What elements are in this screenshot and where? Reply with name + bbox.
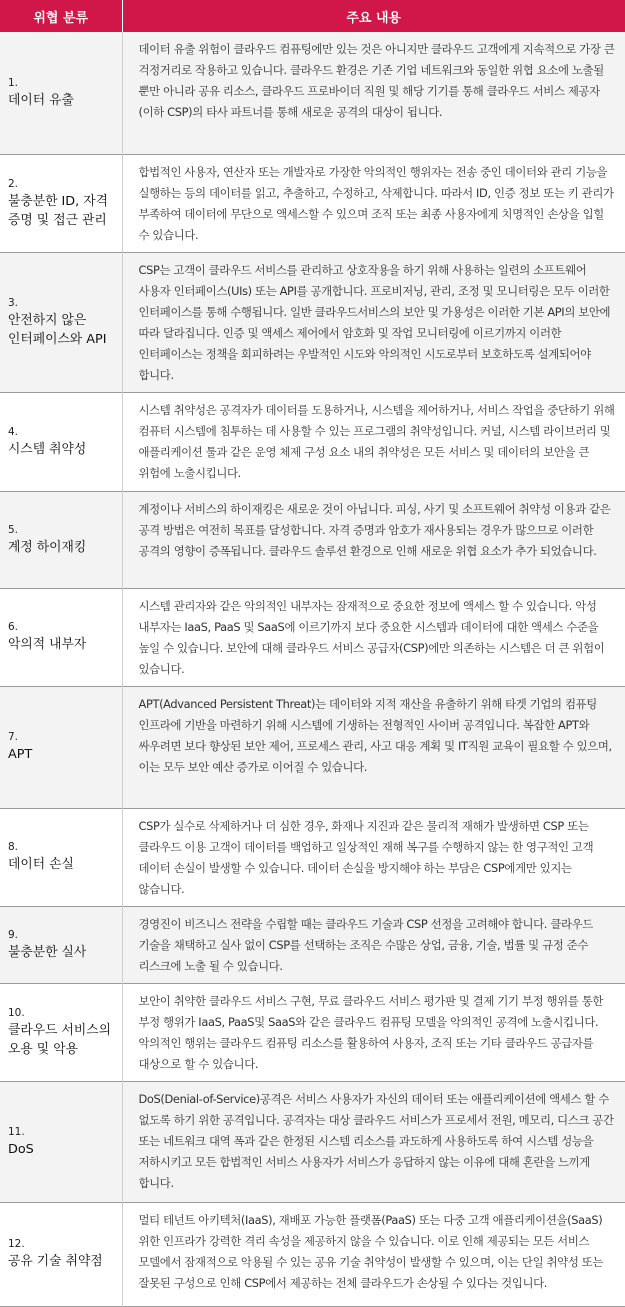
table-row — [0, 392, 625, 491]
row-number: 8. — [8, 841, 19, 853]
table-row — [0, 491, 625, 588]
content-cell: 멀티 테넌트 아키텍처(IaaS), 재배포 가능한 플랫폼(PaaS) 또는 다중 고객 애플리케이션을(SaaS) 위한 인프라가 강력한 격리 속성을 제공하지 않을 수 있습니다. 이로 인해 제공되는 모든 서비스 모델에서 잠재적으로 악용될 수 있는 공유 기술 취약성이 발생할 수 있으며, 이는 단일 취약성 또는 잘못된 구성으로 인해 CSP에서 제공하는 전체 클라우드가 손상될 수 있다는 것입니다. — [138, 1212, 604, 1290]
header-category: 위협 분류 — [0, 0, 122, 32]
row-number: 12. — [8, 1238, 25, 1250]
category-name: 불충분한 실사 — [8, 944, 87, 960]
table-row — [0, 154, 625, 252]
category-name: 데이터 유출 — [8, 92, 74, 108]
table-row — [0, 32, 625, 154]
category-cell — [0, 983, 122, 1081]
table-row — [0, 686, 625, 808]
content-cell: APT(Advanced Persistent Threat)는 데이터와 지적 재산을 유출하기 위해 타겟 기업의 컴퓨팅 인프라에 기반을 마련하기 위해 시스템에 기생하는 전형적인 사이버 공격입니다. 복잡한 APT와 싸우려면 보다 향상된 보안 제어, 프로세스 관리, 사고 대응 계획 및 IT직원 교육이 필요할 수 있으며, 이는 모두 보안 예산 증가로 이어질 수 있습니다. — [138, 696, 612, 774]
row-number: 1. — [8, 76, 19, 89]
category-cell — [0, 32, 122, 154]
category-cell — [0, 588, 122, 686]
category-cell — [0, 252, 122, 392]
category-name: 데이터 손실 — [8, 857, 74, 872]
table-row — [0, 588, 625, 686]
row-number: 4. — [8, 425, 19, 438]
table-row — [0, 1202, 625, 1306]
content-cell: 시스템 취약성은 공격자가 데이터를 도용하거나, 시스템을 제어하거나, 서비스 작업을 중단하기 위해 컴퓨터 시스템에 침투하는 데 사용할 수 있는 프로그램의 취약성입니다. 커널, 시스템 라이브러리 및 애플리케이션 툴과 같은 운영 체제 구성 요소 내의 취약성은 모든 서비스 및 데이터의 보안을 큰 위험에 노출시킵니다. — [138, 402, 615, 480]
category-cell — [0, 686, 122, 808]
category-name: 시스템 취약성 — [8, 441, 87, 457]
content-cell: 계정이나 서비스의 하이재킹은 새로운 것이 아닙니다. 피싱, 사기 및 소프트웨어 취약성 이용과 같은 공격 방법은 여전히 목표를 달성합니다. 자격 증명과 암호가 재사용되는 경우가 많으므로 이러한 공격의 영향이 증폭됩니다. 클라우드 솔루션 환경으로 인해 새로운 위협 요소가 추가 되었습니다. — [138, 501, 611, 558]
category-cell — [0, 392, 122, 491]
table-row — [0, 252, 625, 392]
category-name: 공유 기술 취약점 — [8, 1254, 103, 1269]
content-cell: DoS(Denial-of-Service)공격은 서비스 사용자가 자신의 데이터 또는 애플리케이션에 액세스 할 수 없도록 하기 위한 공격입니다. 공격자는 대상 클라우드 서비스가 프로세서 전원, 메모리, 디스크 공간 또는 네트워크 대역 폭과 같은 한정된 시스템 리소스를 과도하게 사용하도록 하여 시스템 성능을 저하시키고 모든 합법적인 서비스 사용자가 서비스가 응답하지 않는 이유에 대해 혼란을 느끼게 합니다. — [138, 1091, 614, 1190]
category-cell — [0, 491, 122, 588]
content-cell: 경영진이 비즈니스 전략을 수립할 때는 클라우드 기술과 CSP 선정을 고려해야 합니다. 클라우드 기술을 채택하고 실사 없이 CSP를 선택하는 조직은 수많은 상업, 금융, 기술, 법률 및 규정 준수 리스크에 노출 될 수 있습니다. — [138, 916, 593, 973]
table-row — [0, 983, 625, 1081]
category-name: APT — [8, 747, 33, 762]
row-number: 6. — [8, 621, 19, 633]
category-cell — [0, 154, 122, 252]
category-cell — [0, 906, 122, 983]
category-name: 안전하지 않은 인터페이스와 API — [8, 312, 107, 347]
row-number: 7. — [8, 731, 19, 743]
content-cell: CSP가 실수로 삭제하거나 더 심한 경우, 화재나 지진과 같은 물리적 재해가 발생하면 CSP 또는 클라우드 이용 고객이 데이터를 백업하고 일상적인 재해 복구를 수행하지 않는 한 영구적인 고객 데이터 손실이 발생할 수 있습니다. 데이터 손실을 방지해야 하는 부담은 CSP에게만 있지는 않습니다. — [138, 818, 594, 896]
row-number: 5. — [8, 523, 19, 536]
header-row — [0, 0, 625, 32]
content-cell: 시스템 관리자와 같은 악의적인 내부자는 잠재적으로 중요한 정보에 액세스 할 수 있습니다. 악성 내부자는 IaaS, PaaS 및 SaaS에 이르기까지 보다 중요한 시스템과 데이터에 대한 액세스 수준을 높일 수 있습니다. 보안에 대해 클라우드 서비스 공급자(CSP)에만 의존하는 시스템은 더 큰 위험이 있습니다. — [138, 598, 605, 676]
category-name: 클라우드 서비스의 오용 및 악용 — [8, 1022, 111, 1057]
category-name: 악의적 내부자 — [8, 637, 87, 652]
category-name: DoS — [8, 1141, 34, 1157]
content-cell: 합법적인 사용자, 연산자 또는 개발자로 가장한 악의적인 행위자는 전송 중인 데이터와 관리 기능을 실행하는 등의 데이터를 읽고, 추출하고, 수정하고, 삭제합니다. 따라서 ID, 인증 정보 또는 키 관리가 부족하여 데이터에 무단으로 액세스할 수 있으며 조직 또는 최종 사용자에게 치명적인 손상을 입힐 수 있습니다. — [138, 164, 614, 242]
content-cell: 데이터 유출 위험이 클라우드 컴퓨팅에만 있는 것은 아니지만 클라우드 고객에게 지속적으로 가장 큰 걱정거리로 작용하고 있습니다. 클라우드 환경은 기존 기업 네트워크와 동일한 위협 요소에 노출될 뿐만 아니라 공유 리소스, 클라우드 프로바이더 직원 및 해당 기기를 통해 클라우드 서비스 제공자(이하 CSP)의 타사 파트너를 통해 새로운 공격의 대상이 됩니다. — [138, 42, 615, 119]
header-content: 주요 내용 — [122, 0, 625, 32]
table-row — [0, 1081, 625, 1202]
content-cell: CSP는 고객이 클라우드 서비스를 관리하고 상호작용을 하기 위해 사용하는 일련의 소프트웨어 사용자 인터페이스(UIs) 또는 API를 공개합니다. 프로비저닝, 관리, 조정 및 모니터링은 모두 이러한 인터페이스를 통해 수행됩니다. 일반 클라우드서비스의 보안 및 가용성은 이러한 기본 API의 보안에 따라 달라집니다. 인증 및 액세스 제어에서 암호화 및 작업 모니터링에 이르기까지 이러한 인터페이스는 정책을 회피하려는 우발적인 시도와 악의적인 시도로부터 보호하도록 설계되어야 합니다. — [138, 262, 611, 382]
category-cell — [0, 808, 122, 906]
row-number: 11. — [8, 1125, 25, 1138]
content-cell: 보안이 취약한 클라우드 서비스 구현, 무료 클라우드 서비스 평가판 및 결제 기기 부정 행위를 통한 부정 행위가 IaaS, PaaS및 SaaS와 같은 클라우드 컴퓨팅 모델을 악의적인 공격에 노출시킵니다. 악의적인 행위는 클라우드 컴퓨팅 리소스를 활용하여 사용자, 조직 또는 기타 클라우드 공급자를 대상으로 할 수 있습니다. — [138, 993, 604, 1071]
row-number: 2. — [8, 177, 19, 190]
table-row — [0, 906, 625, 983]
row-number: 3. — [8, 296, 19, 309]
row-number: 9. — [8, 928, 19, 941]
row-number: 10. — [8, 1006, 25, 1019]
table-row — [0, 808, 625, 906]
category-name: 계정 하이재킹 — [8, 539, 87, 555]
category-name: 불충분한 ID, 자격 증명 및 접근 관리 — [8, 193, 109, 228]
category-cell — [0, 1081, 122, 1202]
category-cell — [0, 1202, 122, 1306]
